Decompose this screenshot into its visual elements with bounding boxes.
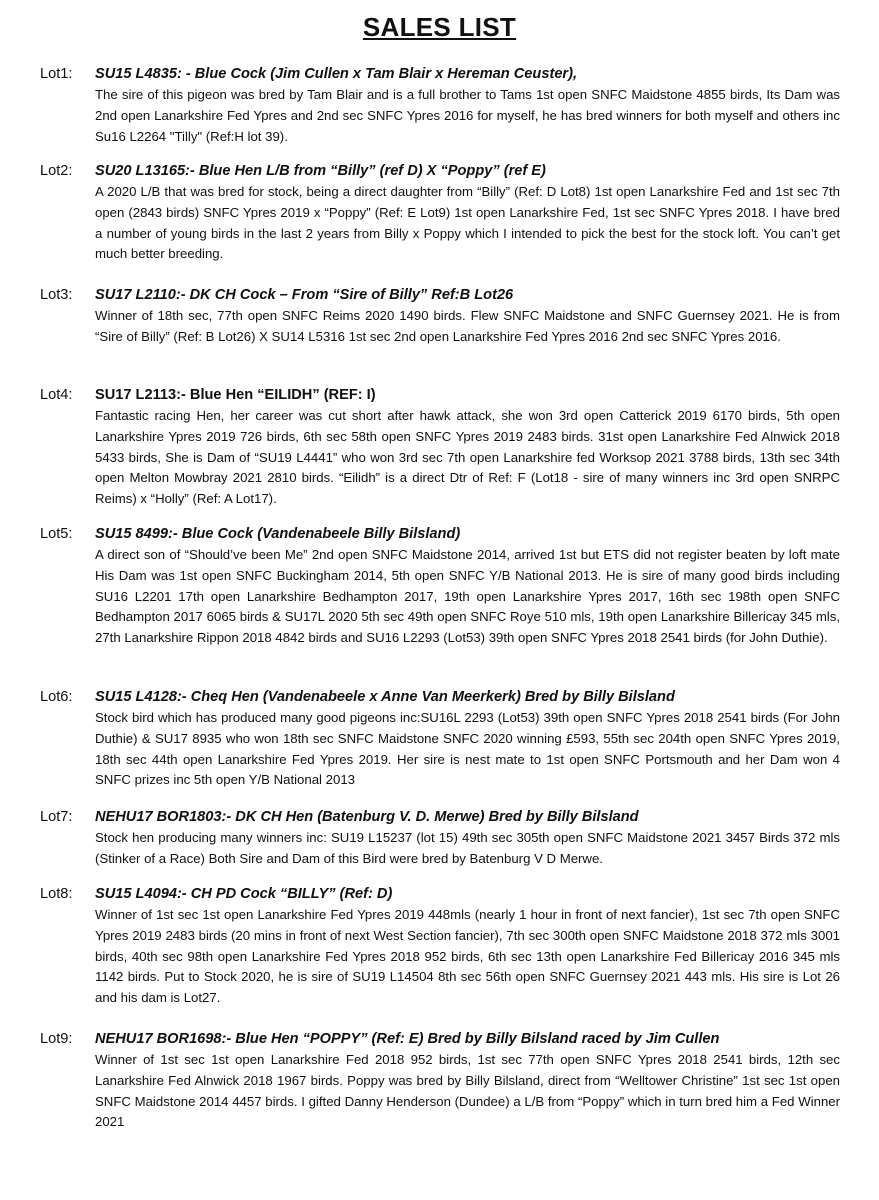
lot-title: SU15 L4128:- Cheq Hen (Vandenabeele x Anne Van Meerkerk) Bred by Billy Bilsland xyxy=(95,689,675,705)
lot-5 xyxy=(40,526,840,649)
lot-label: Lot6: xyxy=(40,689,73,705)
lot-title: SU15 L4835: - Blue Cock (Jim Cullen x Tam Blair x Hereman Ceuster), xyxy=(95,66,578,82)
lot-label: Lot4: xyxy=(40,387,73,403)
lot-description: Stock bird which has produced many good pigeons inc:SU16L 2293 (Lot53) 39th open SNFC Ypres 2018 2541 birds (For John Duthie) & SU17 8935 who won 18th sec SNFC Maidstone SNFC 2020 winning £593, 55th sec 204th open SNFC Ypres 2019, 18th sec 44th open Lanarkshire Fed Ypres 2019. Her sire is nest mate to 1st open SNFC Portsmouth and her Dam won 4 SNFC prizes inc 5th open Y/B National 2013 xyxy=(95,710,840,788)
lot-label: Lot3: xyxy=(40,287,73,303)
lot-8 xyxy=(40,886,840,1009)
lot-1 xyxy=(40,66,840,147)
lot-description: Stock hen producing many winners inc: SU19 L15237 (lot 15) 49th sec 305th open SNFC Maidstone 2021 3457 Birds 372 mls (Stinker of a Race) Both Sire and Dam of this Bird were bred by Batenburg V D Merwe. xyxy=(95,830,840,866)
lot-title: SU17 L2113:- Blue Hen “EILIDH” (REF: I) xyxy=(95,387,376,403)
lot-6 xyxy=(40,689,840,791)
lot-label: Lot5: xyxy=(40,526,73,542)
lot-description: The sire of this pigeon was bred by Tam Blair and is a full brother to Tams 1st open SNFC Maidstone 4855 birds, Its Dam was 2nd open Lanarkshire Fed Ypres and 2nd sec SNFC Ypres 2016 for myself, he has bred winners for both myself and others inc Su16 L2264 "Tilly" (Ref:H lot 39). xyxy=(95,87,840,144)
lot-label: Lot8: xyxy=(40,886,73,902)
lot-title: SU20 L13165:- Blue Hen L/B from “Billy” (ref D) X “Poppy” (ref E) xyxy=(95,163,546,179)
lot-description: A direct son of “Should’ve been Me” 2nd open SNFC Maidstone 2014, arrived 1st but ETS did not register beaten by loft mate His Dam was 1st open SNFC Buckingham 2014, 5th open SNFC Y/B National 2013. He is sire of many good birds including SU16 L2201 17th open Lanarkshire Bedhampton 2017, 19th open Lanarkshire Ypres 2017, 16th sec 198th open SNFC Bedhampton 2017 6065 birds & SU17L 2020 5th sec 49th open SNFC Roye 510 mls, 19th open Lanarkshire Billericay 345 mls, 27th Lanarkshire Rippon 2018 4842 birds and SU16 L2293 (Lot53) 39th open SNFC Ypres 2018 2541 birds (for John Duthie). xyxy=(95,547,840,646)
lot-title: NEHU17 BOR1803:- DK CH Hen (Batenburg V. D. Merwe) Bred by Billy Bilsland xyxy=(95,809,639,825)
lot-title: SU15 8499:- Blue Cock (Vandenabeele Billy Bilsland) xyxy=(95,526,461,542)
lot-9 xyxy=(40,1031,840,1133)
lot-2 xyxy=(40,163,840,265)
page-title: SALES LIST xyxy=(362,12,517,42)
lot-title: SU15 L4094:- CH PD Cock “BILLY” (Ref: D) xyxy=(95,886,393,902)
lot-title: SU17 L2110:- DK CH Cock – From “Sire of Billy” Ref:B Lot26 xyxy=(95,287,514,303)
lot-description: Winner of 1st sec 1st open Lanarkshire Fed 2018 952 birds, 1st sec 77th open SNFC Ypres 2018 2541 birds, 12th sec Lanarkshire Fed Alnwick 2018 1967 birds. Poppy was bred by Billy Bilsland, direct from “Welltower Christine” 1st sec 1st open SNFC Maidstone 2014 4457 birds. I gifted Danny Henderson (Dundee) a L/B from “Poppy” which in turn bred him a Fed Winner 2021 xyxy=(95,1052,840,1130)
lot-label: Lot7: xyxy=(40,809,73,825)
lot-3 xyxy=(40,287,840,348)
lot-7 xyxy=(40,809,840,870)
lot-description: Winner of 1st sec 1st open Lanarkshire Fed Ypres 2019 448mls (nearly 1 hour in front of next fancier), 1st sec 7th open SNFC Ypres 2019 2483 birds (20 mins in front of next West Section fancier), 7th sec 300th open SNFC Maidstone 2018 372 mls 3001 birds, 40th sec 98th open Lanarkshire Fed Ypres 2018 952 birds, 6th sec 13th open Lanarkshire Fed Billericay 2016 345 mls 1142 birds. Put to Stock 2020, he is sire of SU19 L14504 8th sec 56th open SNFC Guernsey 2021 443 mls. His sire is Lot 26 and his dam is Lot27. xyxy=(95,907,840,1006)
lot-label: Lot2: xyxy=(40,163,73,179)
lot-label: Lot9: xyxy=(40,1031,73,1047)
lot-description: A 2020 L/B that was bred for stock, being a direct daughter from “Billy” (Ref: D Lot8) 1st open Lanarkshire Fed and 1st sec 7th open (2843 birds) SNFC Ypres 2019 x “Poppy” (Ref: E Lot9) 1st open Lanarkshire Fed, 1st sec SNFC Ypres 2018. I have bred a number of young birds in the last 2 years from Billy x Poppy which I intended to pick the best for the stock loft. You can’t get much better breeding. xyxy=(95,184,840,262)
lot-label: Lot1: xyxy=(40,66,73,82)
lot-title: NEHU17 BOR1698:- Blue Hen “POPPY” (Ref: E) Bred by Billy Bilsland raced by Jim Cullen xyxy=(95,1031,720,1047)
lot-description: Winner of 18th sec, 77th open SNFC Reims 2020 1490 birds. Flew SNFC Maidstone and SNFC Guernsey 2021. He is from “Sire of Billy” (Ref: B Lot26) X SU14 L5316 1st sec 2nd open Lanarkshire Fed Ypres 2016 2nd sec SNFC Ypres 2016. xyxy=(95,308,840,344)
lot-description: Fantastic racing Hen, her career was cut short after hawk attack, she won 3rd open Catterick 2019 6170 birds, 5th open Lanarkshire Ypres 2019 726 birds, 6th sec 58th open SNFC Ypres 2019 2483 birds. 31st open Lanarkshire Fed Alnwick 2018 5433 birds, She is Dam of “SU19 L4441” who won 3rd sec 7th open Lanarkshire fed Worksop 2021 3788 birds, 13th sec 34th open Melton Mowbray 2021 2810 birds. “Eilidh” is a direct Dtr of Ref: F (Lot18 - sire of many winners inc 3rd open SNRPC Reims) x “Holly” (Ref: A Lot17). xyxy=(95,408,840,507)
lot-4 xyxy=(40,387,840,510)
